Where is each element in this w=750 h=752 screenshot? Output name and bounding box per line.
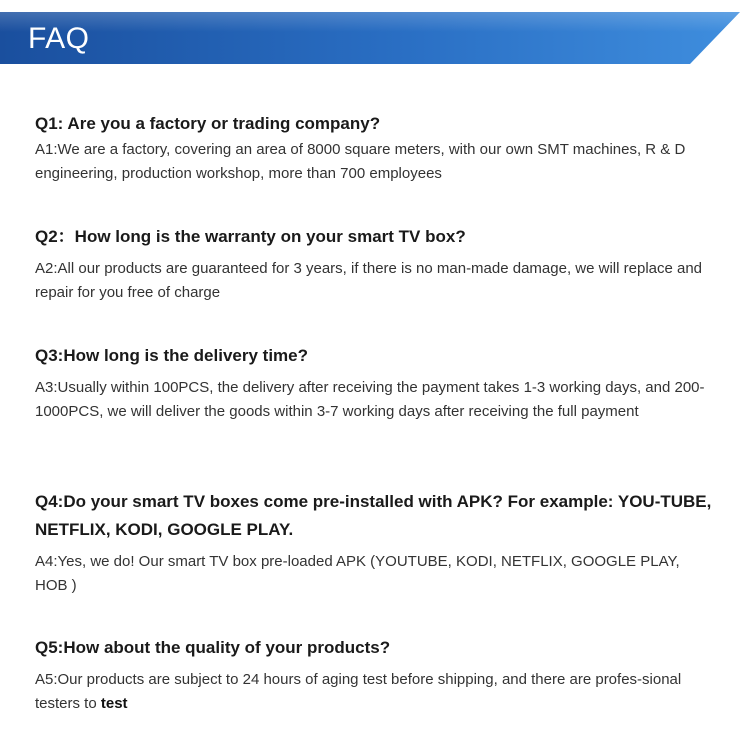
faq-answer: A2:All our products are guaranteed for 3 years, if there is no man-made damage, we will replace and repair for you free of charge	[35, 260, 703, 301]
faq-answer	[35, 668, 715, 716]
faq-answer-text: A5:Our products are subject to 24 hours of aging test before shipping, and there are profes-sional testers to	[35, 671, 682, 712]
faq-question: Q4:Do your smart TV boxes come pre-installed with APK? For example: YOU-TUBE, NETFLIX, KODI, GOOGLE PLAY.	[35, 492, 712, 539]
faq-question: Q5:How about the quality of your products?	[35, 638, 391, 657]
banner-background	[0, 12, 740, 64]
faq-question: Q1: Are you a factory or trading company?	[35, 114, 381, 133]
faq-item-1	[35, 110, 715, 186]
faq-question: Q3:How long is the delivery time?	[35, 346, 308, 365]
faq-answer: A4:Yes, we do! Our smart TV box pre-loaded APK (YOUTUBE, KODI, NETFLIX, GOOGLE PLAY, HOB )	[35, 553, 680, 594]
faq-answer: A1:We are a factory, covering an area of 8000 square meters, with our own SMT machines, R & D engineering, production workshop, more than 700 employees	[35, 141, 686, 182]
faq-banner	[0, 12, 740, 64]
faq-item-5	[35, 634, 715, 716]
faq-item-3	[35, 342, 715, 424]
faq-answer-emphasis: test	[100, 695, 128, 712]
faq-question: Q2：How long is the warranty on your smart TV box?	[35, 227, 466, 246]
faq-item-4	[35, 488, 715, 598]
faq-item-2	[35, 223, 715, 305]
faq-answer: A3:Usually within 100PCS, the delivery after receiving the payment takes 1-3 working days, and 200-1000PCS, we will deliver the goods within 3-7 working days after receiving the full payment	[35, 379, 705, 420]
page-title: FAQ	[28, 22, 90, 55]
